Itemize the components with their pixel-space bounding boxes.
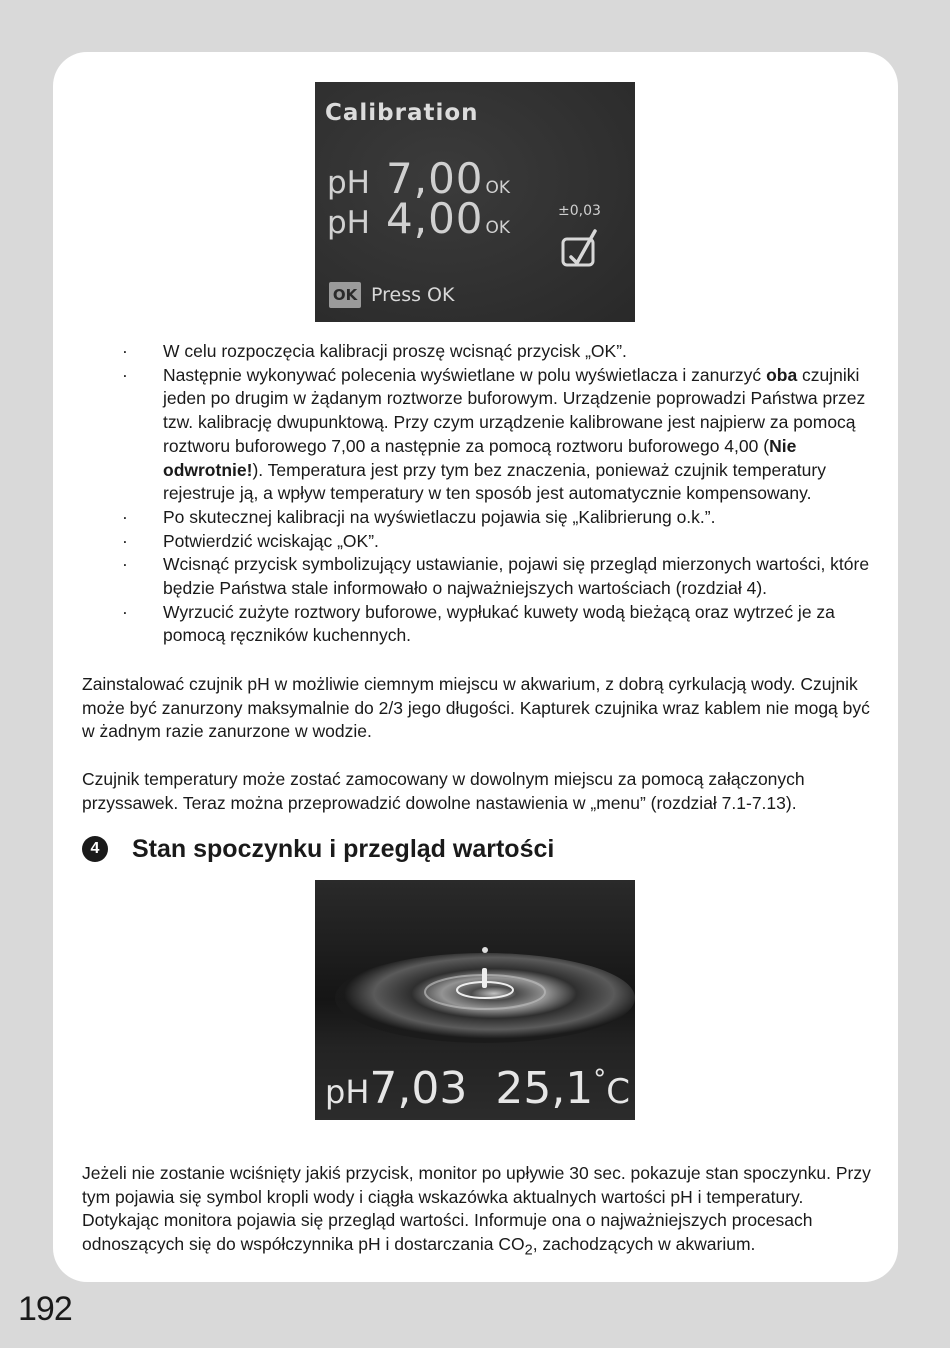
ph-status: OK	[485, 218, 511, 238]
list-item	[82, 340, 872, 364]
list-item	[82, 506, 872, 530]
idle-screen-image	[315, 880, 635, 1120]
list-item-text: Potwierdzić wciskając „OK”.	[163, 530, 379, 551]
section-title: Stan spoczynku i przegląd wartości	[132, 834, 555, 863]
bullet-marker: ·	[122, 506, 128, 527]
instruction-list	[82, 340, 872, 648]
idle-ph-value: 7,03	[369, 1063, 468, 1114]
list-item	[82, 553, 872, 600]
list-item-text: W celu rozpoczęcia kalibracji proszę wcisnąć przycisk „OK”.	[163, 341, 627, 361]
bullet-marker: ·	[122, 601, 128, 622]
ok-badge: OK	[329, 282, 361, 308]
ph-label: pH	[327, 165, 370, 201]
idle-readout	[325, 1063, 630, 1114]
section-number-badge: 4	[82, 836, 108, 862]
paragraph-idle-state: Jeżeli nie zostanie wciśnięty jakiś przycisk, monitor po upływie 30 sec. pokazuje stan spoczynku. Przy tym pojawia się symbol kropli wody i ciągła wskazówka aktualnych wartości pH i temperatury. Dotykając monitora pojawia się przegląd wartości. Informuje ona o najważniejszych procesach odnoszących się do współczynnika pH i dostarczania $CO_2$, zachodzących w akwarium.	[82, 1163, 871, 1259]
ph-status: OK	[485, 178, 511, 198]
list-item	[82, 530, 872, 554]
bullet-marker: ·	[122, 341, 128, 361]
list-item-text: Następnie wykonywać polecenia wyświetlane w polu wyświetlacza i zanurzyć oba czujniki jeden po drugim w żądanym roztworze buforowym. Urządzenie poprowadzi Państwa przez tzw. kalibrację dwupunktową. Przy czym urządzenie kalibrowane jest najpierw za pomocą roztworu buforowego 7,00 a następnie za pomocą roztworu buforowego 4,00 (Nie odwrotnie!). Temperatura jest przy tym bez znaczenia, ponieważ czujnik temperatury rejestruje ją, a wpływ temperatury w ten sposób jest automatycznie kompensowany.	[163, 364, 866, 504]
ph-value: 4,00	[386, 194, 484, 243]
tolerance-label: ±0,03	[558, 203, 601, 219]
calibration-title: Calibration	[325, 100, 479, 126]
list-item-text: Po skutecznej kalibracji na wyświetlaczu pojawia się „Kalibrierung o.k.”.	[163, 506, 716, 527]
idle-temp-value: 25,1	[495, 1063, 594, 1114]
bullet-marker: ·	[122, 530, 128, 551]
page-number: 192	[18, 1290, 72, 1328]
bullet-marker: ·	[122, 364, 128, 385]
section-heading	[82, 834, 554, 864]
idle-temp-degree: °	[593, 1064, 607, 1095]
idle-ph-label: pH	[325, 1073, 370, 1111]
list-item	[82, 364, 872, 506]
paragraph-ph-sensor: Zainstalować czujnik pH w możliwie ciemnym miejscu w akwarium, z dobrą cyrkulacją wody. Czujnik może być zanurzony maksymalnie do 2/3 jego długości. Kapturek czujnika wraz kablem nie mogą być w żadnym razie zanurzone w wodzie.	[82, 674, 870, 742]
list-item	[82, 601, 872, 648]
calibration-screen-image	[315, 82, 635, 322]
idle-temp-unit: C	[606, 1072, 631, 1112]
ph-label: pH	[327, 205, 370, 241]
paragraph-temp-sensor: Czujnik temperatury może zostać zamocowany w dowolnym miejscu za pomocą załączonych przyssawek. Teraz można przeprowadzić dowolne nastawienia w „menu” (rozdział 7.1-7.13).	[82, 769, 805, 813]
bullet-marker: ·	[122, 554, 128, 575]
check-icon	[561, 227, 599, 269]
ph-row-2	[327, 194, 510, 243]
ph-value: 7,00	[386, 154, 484, 203]
list-item-text: Wcisnąć przycisk symbolizujący ustawianie, pojawi się przegląd mierzonych wartości, które będzie Państwa stale informowało o najważniejszych wartościach (rozdział 4).	[163, 554, 870, 599]
press-ok-prompt: Press OK	[371, 284, 455, 306]
list-item-text: Wyrzucić zużyte roztwory buforowe, wypłukać kuwety wodą bieżącą oraz wytrzeć je za pomocą ręczników kuchennych.	[163, 601, 835, 646]
